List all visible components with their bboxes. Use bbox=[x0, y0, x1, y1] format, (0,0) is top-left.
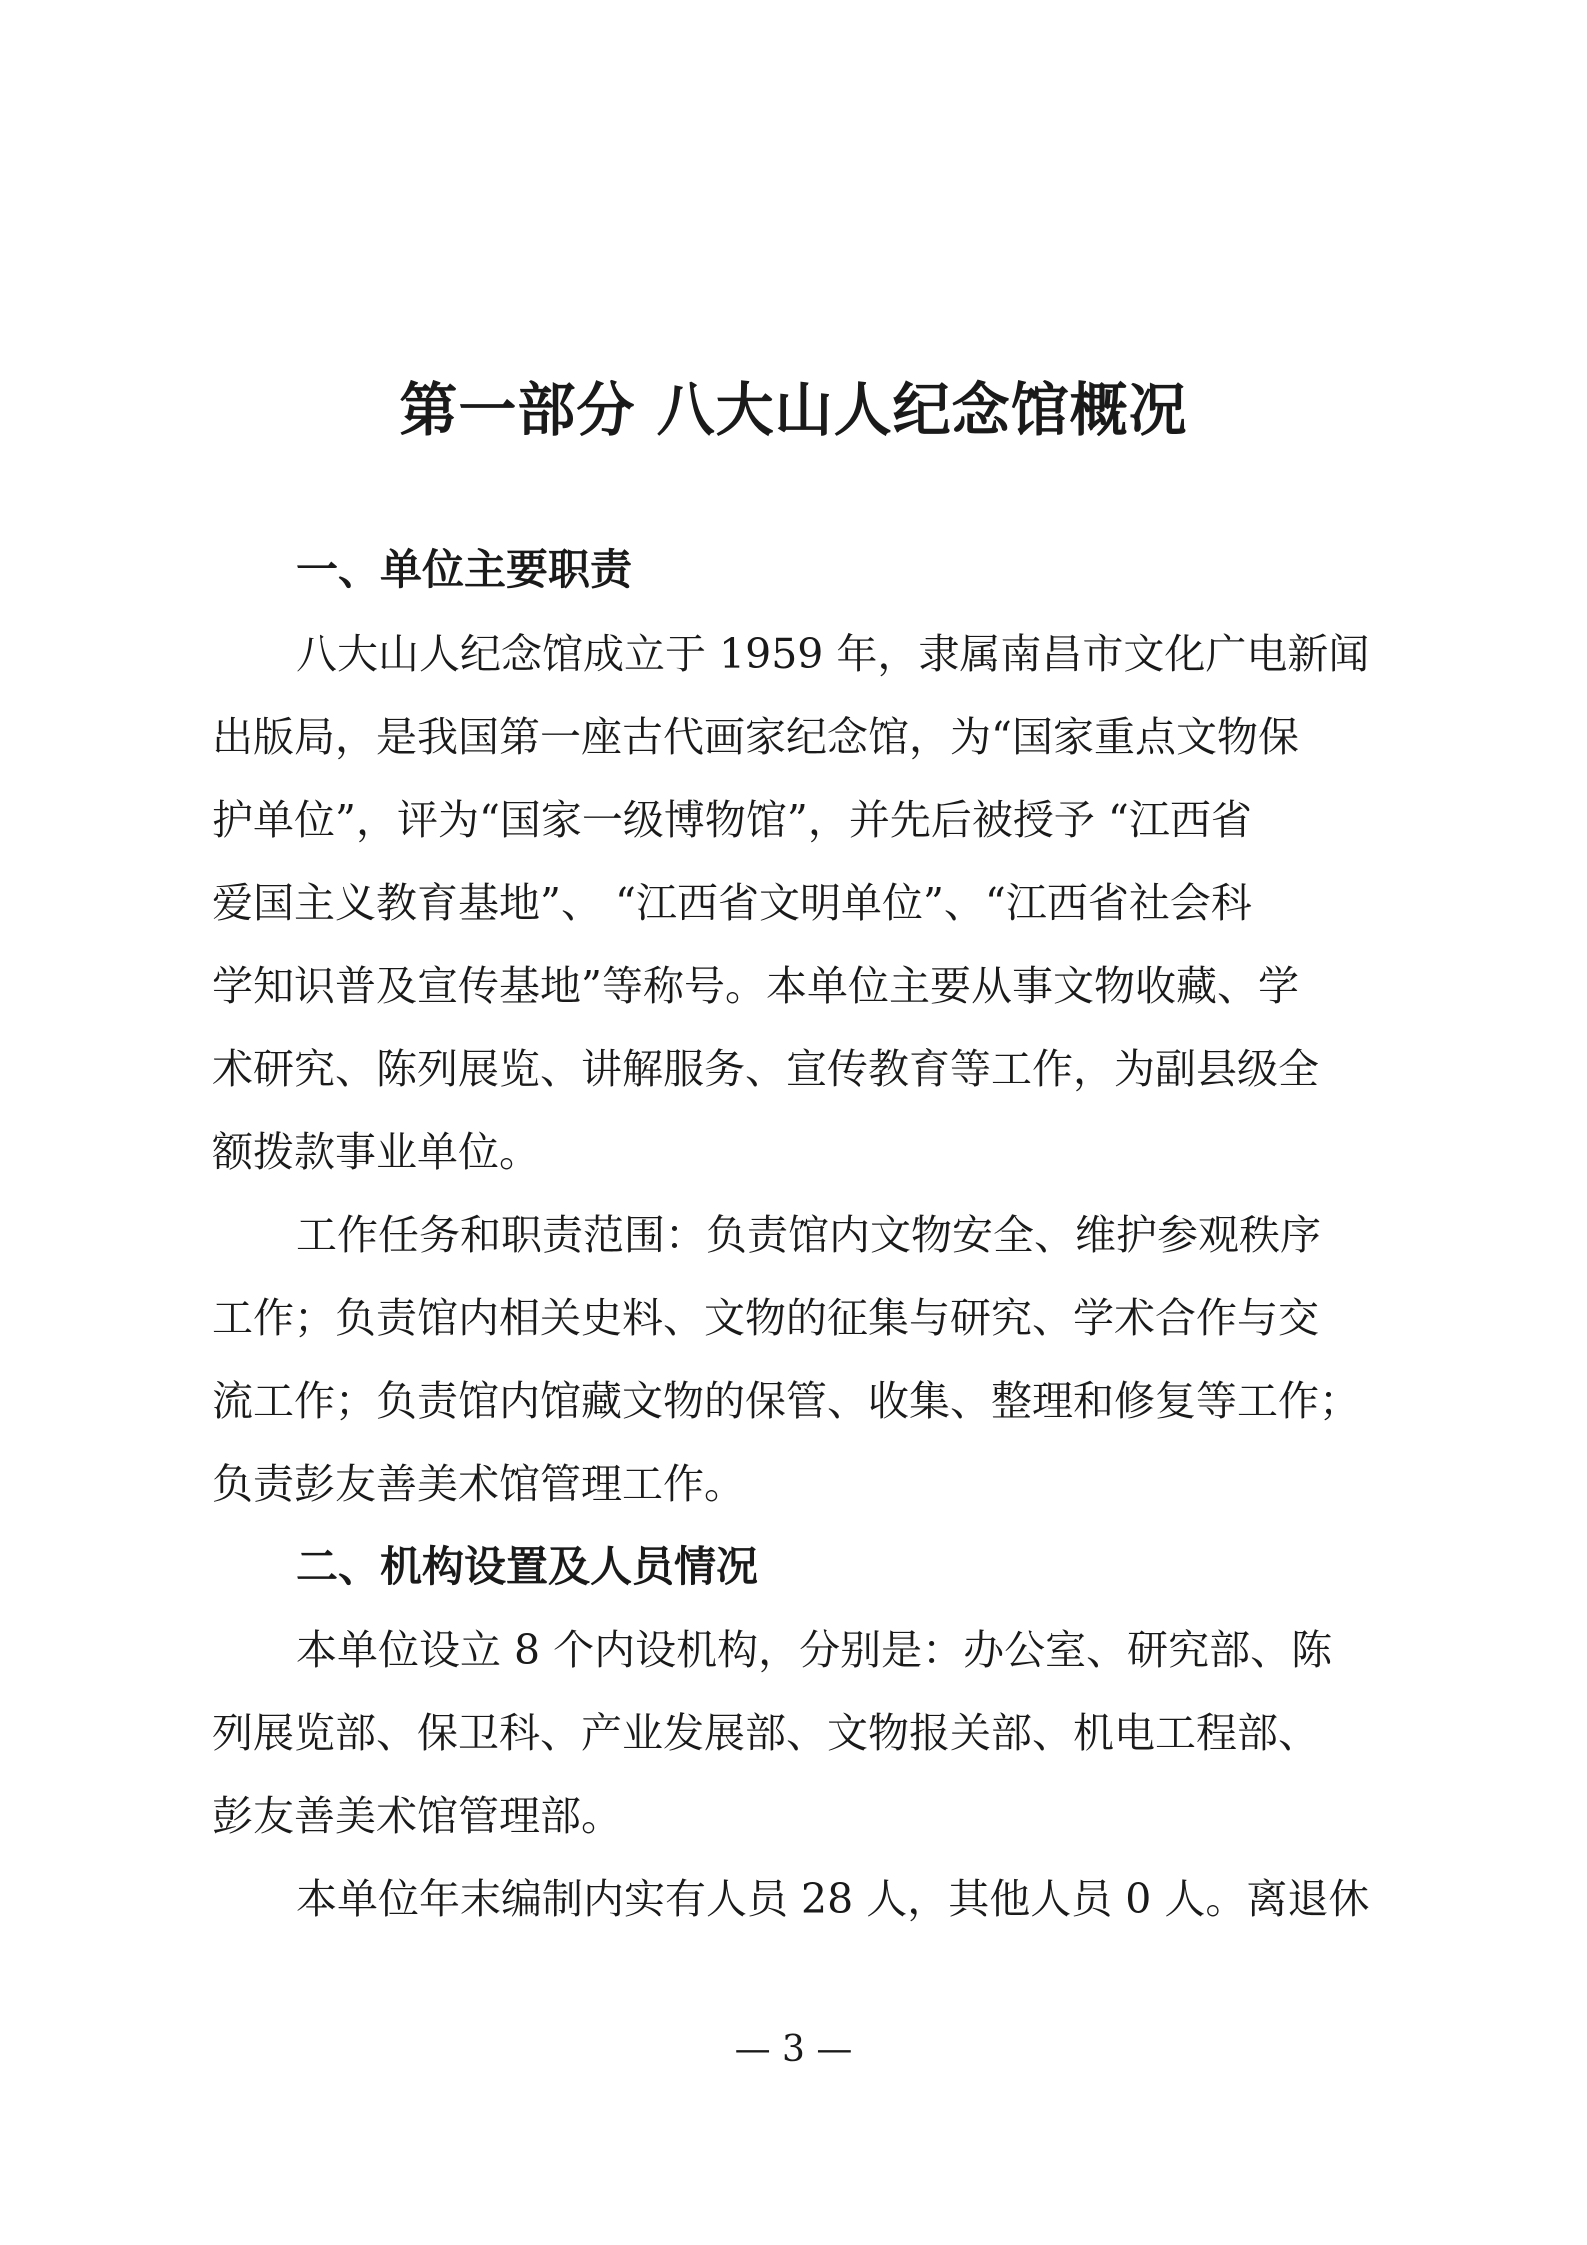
section-heading-organization: 二、机构设置及人员情况 bbox=[296, 1542, 759, 1591]
text-line: 学知识普及宣传基地”等称号。本单位主要从事文物收藏、学 bbox=[212, 962, 1299, 1010]
text-line: 本单位设立 8 个内设机构，分别是：办公室、研究部、陈 bbox=[296, 1626, 1333, 1674]
text-line: 术研究、陈列展览、讲解服务、宣传教育等工作，为副县级全 bbox=[212, 1045, 1319, 1093]
text-line: 护单位”，评为“国家一级博物馆”，并先后被授予 “江西省 bbox=[212, 796, 1252, 844]
text-line: 负责彭友善美术馆管理工作。 bbox=[212, 1460, 745, 1508]
section-heading-duties: 一、单位主要职责 bbox=[296, 545, 633, 594]
text-line: 额拨款事业单位。 bbox=[212, 1128, 540, 1176]
text-line: 爱国主义教育基地”、 “江西省文明单位”、“江西省社会科 bbox=[212, 879, 1252, 927]
text-line: 流工作；负责馆内馆藏文物的保管、收集、整理和修复等工作； bbox=[212, 1377, 1360, 1425]
text-line: 工作任务和职责范围：负责馆内文物安全、维护参观秩序 bbox=[296, 1211, 1321, 1259]
text-line: 出版局，是我国第一座古代画家纪念馆，为“国家重点文物保 bbox=[212, 713, 1299, 761]
text-line: 本单位年末编制内实有人员 28 人，其他人员 0 人。离退休 bbox=[296, 1875, 1370, 1923]
text-line: 列展览部、保卫科、产业发展部、文物报关部、机电工程部、 bbox=[212, 1709, 1319, 1757]
text-line: 工作；负责馆内相关史料、文物的征集与研究、学术合作与交 bbox=[212, 1294, 1319, 1342]
page-number: — 3 — bbox=[734, 2029, 853, 2070]
page-title: 第一部分 八大山人纪念馆概况 bbox=[399, 376, 1188, 444]
text-line: 八大山人纪念馆成立于 1959 年，隶属南昌市文化广电新闻 bbox=[296, 630, 1370, 678]
text-line: 彭友善美术馆管理部。 bbox=[212, 1792, 622, 1840]
